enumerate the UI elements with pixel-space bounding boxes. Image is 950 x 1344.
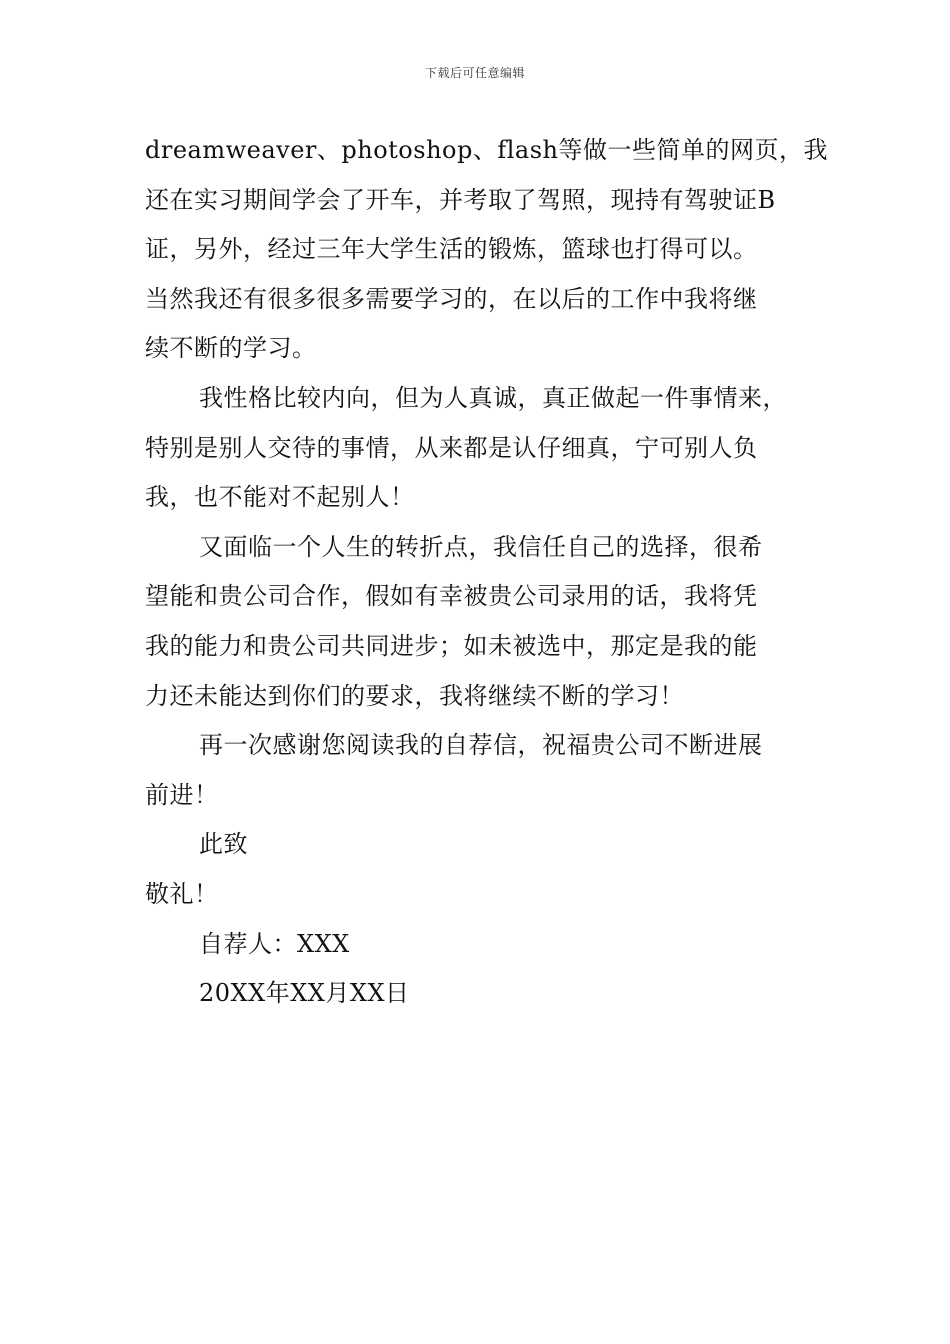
text-line: 又面临一个人生的转折点，我信任自己的选择，很希	[199, 532, 763, 561]
date-line: 20XX年XX月XX日	[199, 979, 410, 1008]
text-line: 望能和贵公司合作，假如有幸被贵公司录用的话，我将凭	[145, 582, 758, 611]
text-line: 还在实习期间学会了开车，并考取了驾照，现持有驾驶证B	[145, 185, 776, 214]
text-line: 证，另外，经过三年大学生活的锻炼，篮球也打得可以。	[145, 235, 758, 264]
closing-salutation: 此致	[199, 830, 248, 859]
text-line: 力还未能达到你们的要求，我将继续不断的学习！	[145, 681, 684, 710]
text-line: 我性格比较内向，但为人真诚，真正做起一件事情来，	[199, 383, 787, 412]
text-line: 前进！	[145, 780, 219, 809]
text-line: 我的能力和贵公司共同进步；如未被选中，那定是我的能	[145, 631, 758, 660]
page-header: 下载后可任意编辑	[424, 66, 525, 80]
text-line: 再一次感谢您阅读我的自荐信，祝福贵公司不断进展	[199, 731, 763, 760]
letter-body	[145, 126, 835, 1019]
signature-line: 自荐人：XXX	[199, 929, 350, 958]
text-line: 续不断的学习。	[145, 334, 317, 363]
text-line: dreamweaver、photoshop、flash等做一些简单的网页，我	[145, 136, 828, 164]
text-line: 当然我还有很多很多需要学习的，在以后的工作中我将继	[145, 284, 758, 313]
closing-regards: 敬礼！	[145, 879, 219, 908]
text-line: 我，也不能对不起别人！	[145, 483, 415, 512]
text-line: 特别是别人交待的事情，从来都是认仔细真，宁可别人负	[145, 433, 758, 462]
